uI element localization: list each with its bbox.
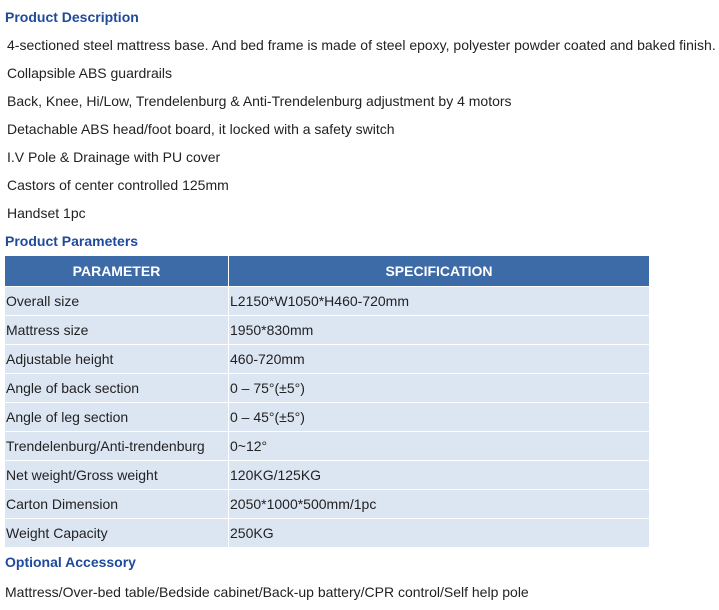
table-row <box>5 345 649 374</box>
specification-cell: 1950*830mm <box>229 316 650 345</box>
description-item: Collapsible ABS guardrails <box>7 65 172 81</box>
specification-cell: 0 – 45°(±5°) <box>229 403 650 432</box>
parameter-cell: Trendelenburg/Anti-trendenburg <box>5 432 229 461</box>
description-item: Handset 1pc <box>7 205 86 221</box>
specification-cell: 250KG <box>229 519 650 548</box>
table-header-row <box>5 256 649 287</box>
column-header-parameter: PARAMETER <box>5 256 229 287</box>
parameter-cell: Adjustable height <box>5 345 229 374</box>
specification-cell: L2150*W1050*H460-720mm <box>229 287 650 316</box>
parameter-cell: Angle of leg section <box>5 403 229 432</box>
parameters-table <box>5 256 649 547</box>
table-row <box>5 432 649 461</box>
description-item: Detachable ABS head/foot board, it locked with a safety switch <box>7 121 395 137</box>
parameter-cell: Angle of back section <box>5 374 229 403</box>
table-row <box>5 490 649 519</box>
description-item: I.V Pole & Drainage with PU cover <box>7 149 221 165</box>
optional-accessory-heading: Optional Accessory <box>5 554 136 570</box>
column-header-specification: SPECIFICATION <box>229 256 650 287</box>
table-row <box>5 461 649 490</box>
specification-cell: 460-720mm <box>229 345 650 374</box>
parameter-cell: Mattress size <box>5 316 229 345</box>
description-item: 4-sectioned steel mattress base. And bed frame is made of steel epoxy, polyester powder coated and baked finish. <box>7 37 716 53</box>
product-description-heading: Product Description <box>5 9 139 25</box>
table-row <box>5 316 649 345</box>
accessory-text: Mattress/Over-bed table/Bedside cabinet/Back-up battery/CPR control/Self help pole <box>5 584 529 600</box>
description-item: Castors of center controlled 125mm <box>7 177 229 193</box>
specification-cell: 2050*1000*500mm/1pc <box>229 490 650 519</box>
parameter-cell: Overall size <box>5 287 229 316</box>
description-item: Back, Knee, Hi/Low, Trendelenburg & Anti-Trendelenburg adjustment by 4 motors <box>7 93 512 109</box>
parameter-cell: Carton Dimension <box>5 490 229 519</box>
specification-cell: 120KG/125KG <box>229 461 650 490</box>
specification-cell: 0 – 75°(±5°) <box>229 374 650 403</box>
parameter-cell: Net weight/Gross weight <box>5 461 229 490</box>
parameter-cell: Weight Capacity <box>5 519 229 548</box>
table-row <box>5 403 649 432</box>
specification-cell: 0~12° <box>229 432 650 461</box>
table-row <box>5 287 649 316</box>
table-row <box>5 519 649 548</box>
product-parameters-heading: Product Parameters <box>5 233 139 249</box>
table-row <box>5 374 649 403</box>
